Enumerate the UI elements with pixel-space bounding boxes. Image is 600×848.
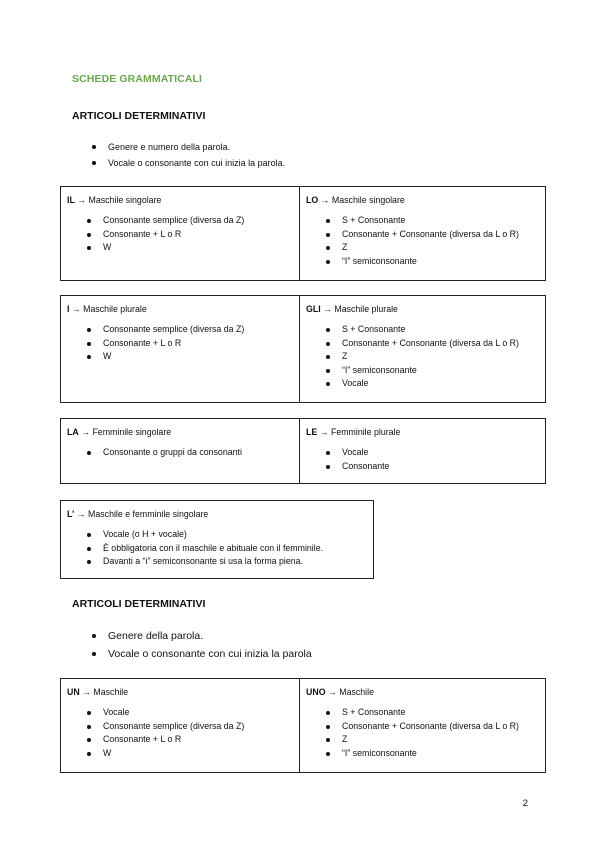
section2-bullet-list	[88, 627, 312, 663]
cell-list	[67, 446, 293, 460]
list-item: S + Consonante	[326, 706, 539, 720]
list-item: Genere della parola.	[88, 627, 312, 645]
list-item: W	[87, 241, 293, 255]
list-item: Genere e numero della parola.	[88, 139, 285, 155]
list-item: S + Consonante	[326, 214, 539, 228]
cell-list	[67, 214, 293, 255]
list-item: Consonante + Consonante (diversa da L o R)	[326, 720, 539, 734]
cell-heading: I → Maschile plurale	[67, 304, 147, 314]
table-il-lo	[60, 186, 546, 281]
cell-list	[306, 446, 539, 473]
page-number: 2	[522, 798, 528, 809]
document-title: SCHEDE GRAMMATICALI	[72, 73, 203, 85]
list-item: Consonante + L o R	[87, 337, 293, 351]
list-item: “I” semiconsonante	[326, 364, 539, 378]
list-item: Consonante o gruppi da consonanti	[87, 446, 293, 460]
list-item: W	[87, 747, 293, 761]
list-item: Consonante semplice (diversa da Z)	[87, 720, 293, 734]
list-item: W	[87, 350, 293, 364]
table-la-le	[60, 418, 546, 484]
list-item: Vocale	[326, 446, 539, 460]
cell-heading: L’ → Maschile e femminile singolare	[67, 509, 209, 519]
list-item: Vocale (o H + vocale)	[87, 528, 367, 542]
table-cell-un	[61, 679, 299, 772]
section-title-second: ARTICOLI DETERMINATIVI	[72, 598, 206, 610]
table-cell-l-apostrophe	[61, 501, 373, 578]
list-item: Vocale	[326, 377, 539, 391]
cell-heading: LO → Maschile singolare	[306, 195, 405, 205]
table-cell-lo	[299, 187, 545, 280]
list-item: Consonante semplice (diversa da Z)	[87, 323, 293, 337]
table-cell-il	[61, 187, 299, 280]
list-item: Vocale o consonante con cui inizia la parola.	[88, 155, 285, 171]
list-item: Consonante + Consonante (diversa da L o R)	[326, 228, 539, 242]
cell-heading: UNO → Maschile	[306, 687, 374, 697]
table-cell-le	[299, 419, 545, 483]
list-item: È obbligatoria con il maschile e abituale con il femminile.	[87, 542, 367, 556]
list-item: Consonante	[326, 460, 539, 474]
list-item: “I” semiconsonante	[326, 255, 539, 269]
table-cell-gli	[299, 296, 545, 402]
list-item: “I” semiconsonante	[326, 747, 539, 761]
cell-list	[306, 214, 539, 268]
cell-list	[67, 706, 293, 760]
cell-list	[67, 323, 293, 364]
list-item: Vocale	[87, 706, 293, 720]
list-item: S + Consonante	[326, 323, 539, 337]
list-item: Consonante + L o R	[87, 733, 293, 747]
table-l-apostrophe	[60, 500, 374, 579]
cell-list	[67, 528, 367, 569]
cell-heading: IL → Maschile singolare	[67, 195, 162, 205]
section-title-determinativi: ARTICOLI DETERMINATIVI	[72, 110, 206, 122]
table-i-gli	[60, 295, 546, 403]
table-cell-la	[61, 419, 299, 483]
list-item: Consonante + L o R	[87, 228, 293, 242]
list-item: Z	[326, 241, 539, 255]
cell-heading: GLI → Maschile plurale	[306, 304, 398, 314]
table-cell-uno	[299, 679, 545, 772]
list-item: Davanti a “i” semiconsonante si usa la forma piena.	[87, 555, 367, 569]
cell-heading: LE → Femminile plurale	[306, 427, 401, 437]
cell-heading: LA → Femminile singolare	[67, 427, 172, 437]
section1-bullet-list	[88, 139, 285, 171]
list-item: Z	[326, 350, 539, 364]
list-item: Consonante + Consonante (diversa da L o R)	[326, 337, 539, 351]
list-item: Vocale o consonante con cui inizia la parola	[88, 645, 312, 663]
table-cell-i	[61, 296, 299, 402]
cell-list	[306, 323, 539, 391]
cell-list	[306, 706, 539, 760]
list-item: Z	[326, 733, 539, 747]
cell-heading: UN → Maschile	[67, 687, 129, 697]
list-item: Consonante semplice (diversa da Z)	[87, 214, 293, 228]
table-un-uno	[60, 678, 546, 773]
